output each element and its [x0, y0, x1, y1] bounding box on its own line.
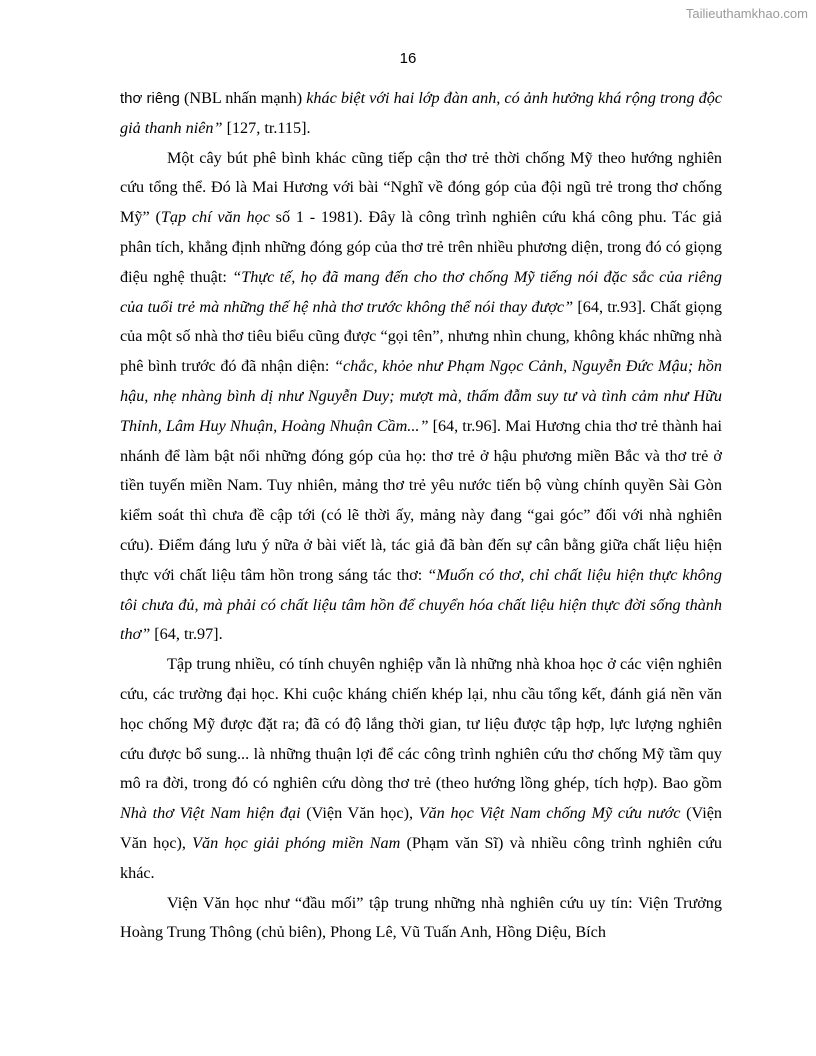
- text-segment: [64, tr.97].: [150, 625, 223, 644]
- paragraph: [120, 650, 722, 888]
- italic-text: khác biệt với hai lớp đàn anh, có ảnh hưởng khá rộng trong độc giả thanh niên”: [120, 89, 722, 137]
- italic-text: “Thực tế, họ đã mang đến cho thơ chống Mỹ tiếng nói đặc sắc của riêng của tuổi trẻ mà những thế hệ nhà thơ trước không thể nói thay được”: [120, 267, 723, 316]
- text-segment: Viện Văn học như “đầu mối” tập trung những nhà nghiên cứu uy tín: Viện Trưởng Hoàng Trung Thông (chủ biên), Phong Lê, Vũ Tuấn Anh, Hồng Diệu, Bích: [120, 893, 722, 942]
- text-segment: thơ riêng: [120, 90, 180, 107]
- italic-text: “Muốn có thơ, chỉ chất liệu hiện thực không tôi chưa đủ, mà phải có chất liệu tâm hồn để chuyển hóa chất liệu hiện thực đời sống thành thơ”: [120, 565, 722, 644]
- paragraph: [120, 144, 722, 651]
- text-segment: Một cây bút phê bình khác cũng tiếp cận thơ trẻ thời chống Mỹ theo hướng nghiên cứu tổng thể. Đó là Mai Hương với bài “Nghĩ về đóng góp của đội ngũ trẻ trong thơ chống Mỹ” (: [120, 148, 722, 227]
- text-segment: [64, tr.93]. Chất giọng của một số nhà thơ tiêu biểu cũng được “gọi tên”, nhưng nhìn chung, không khác những nhà phê bình trước đó đã nhận diện:: [120, 297, 722, 376]
- paragraph: [120, 889, 722, 949]
- italic-text: Tạp chí văn học: [160, 208, 270, 227]
- text-segment: (Viện Văn học),: [300, 804, 419, 823]
- text-segment: Tập trung nhiều, có tính chuyên nghiệp vẫn là những nhà khoa học ở các viện nghiên cứu, các trường đại học. Khi cuộc kháng chiến khép lại, nhu cầu tổng kết, đánh giá nền văn học chống Mỹ được đặt ra; đã có độ lắng thời gian, tư liệu được tập hợp, lực lượng nghiên cứu được bổ sung... là những thuận lợi để các công trình nghiên cứu thơ chống Mỹ tầm quy mô ra đời, trong đó có nghiên cứu dòng thơ trẻ (theo hướng lồng ghép, tích hợp). Bao gồm: [120, 655, 722, 793]
- text-segment: (Viện Văn học),: [120, 804, 722, 852]
- text-segment: (NBL nhấn mạnh): [179, 89, 307, 107]
- text-segment: số 1 - 1981). Đây là công trình nghiên cứu khá công phu. Tác giả phân tích, khẳng định những đóng góp của thơ trẻ trên nhiều phương diện, trong đó có giọng điệu nghệ thuật:: [120, 208, 722, 286]
- page-number: 16: [399, 50, 417, 67]
- document-body: [120, 84, 722, 948]
- text-segment: [127, tr.115].: [222, 118, 311, 137]
- text-segment: [64, tr.96]. Mai Hương chia thơ trẻ thành hai nhánh để làm bật nổi những đóng góp của họ: thơ trẻ ở hậu phương miền Bắc và thơ trẻ ở tiền tuyến miền Nam. Tuy nhiên, mảng thơ trẻ yêu nước tiến bộ vùng chính quyền Sài Gòn kiểm soát thì chưa đề cập tới (có lẽ thời ấy, mảng này đang “gai góc” đối với nhà nghiên cứu). Điểm đáng lưu ý nữa ở bài viết là, tác giả đã bàn đến sự cân bằng giữa chất liệu hiện thực với chất liệu tâm hồn trong sáng tác thơ:: [120, 416, 722, 584]
- text-segment: (Phạm văn Sĩ) và nhiều công trình nghiên cứu khác.: [120, 833, 722, 882]
- watermark: Tailieuthamkhao.com: [685, 6, 808, 21]
- italic-text: Văn học giải phóng miền Nam: [192, 833, 401, 852]
- italic-text: Nhà thơ Việt Nam hiện đại: [120, 804, 301, 823]
- italic-text: “chắc, khỏe như Phạm Ngọc Cảnh, Nguyễn Đức Mậu; hồn hậu, nhẹ nhàng bình dị như Nguyễn Duy; mượt mà, thấm đẫm suy tư và tình cảm như Hữu Thỉnh, Lâm Huy Nhuận, Hoàng Nhuận Cầm...”: [120, 357, 722, 435]
- paragraph: [120, 84, 722, 144]
- italic-text: Văn học Việt Nam chống Mỹ cứu nước: [418, 804, 681, 823]
